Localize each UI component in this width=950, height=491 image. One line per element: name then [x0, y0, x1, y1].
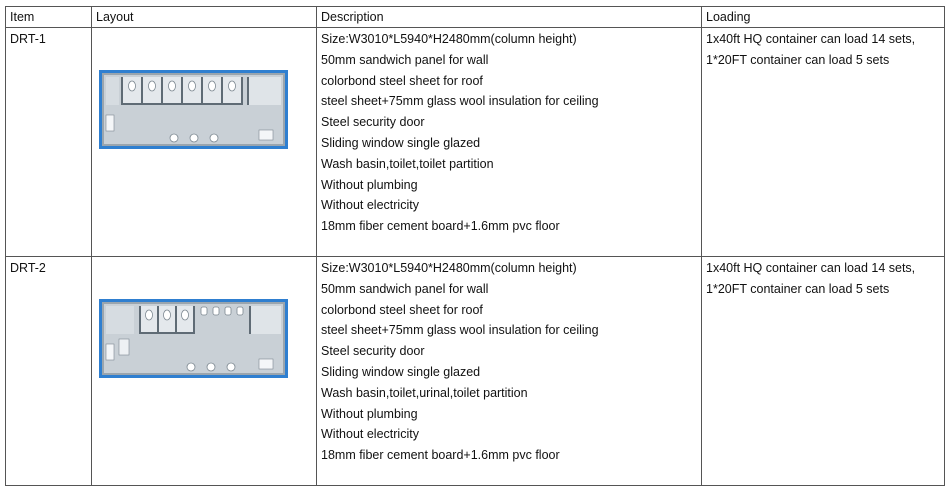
layout-cell [92, 257, 317, 486]
container-floor-plan-image [99, 299, 288, 378]
description-line: Size:W3010*L5940*H2480mm(column height) [321, 261, 577, 275]
table-row [6, 28, 945, 257]
spec-table [5, 6, 945, 486]
description-line: Without plumbing [321, 177, 418, 192]
description-line: Without electricity [321, 427, 419, 442]
description-line: Wash basin,toilet,toilet partition [321, 156, 494, 171]
layout-cell [92, 28, 317, 257]
item-cell [6, 28, 92, 257]
description-line: 18mm fiber cement board+1.6mm pvc floor [321, 448, 560, 463]
description-line: 18mm fiber cement board+1.6mm pvc floor [321, 219, 560, 234]
header-row [6, 7, 945, 28]
header-layout: Layout [92, 7, 317, 28]
description-line: colorbond steel sheet for roof [321, 73, 483, 88]
header-item: Item [6, 7, 92, 28]
description-line: Without plumbing [321, 406, 418, 421]
item-cell [6, 257, 92, 486]
description-line: steel sheet+75mm glass wool insulation for ceiling [321, 94, 599, 109]
description-line: Steel security door [321, 344, 425, 359]
loading-line: 1*20FT container can load 5 sets [706, 52, 890, 67]
description-line: Sliding window single glazed [321, 364, 481, 379]
item-code: DRT-2 [10, 261, 46, 275]
item-code: DRT-1 [10, 32, 46, 46]
loading-cell [702, 257, 945, 486]
loading-cell [702, 28, 945, 257]
description-line: Without electricity [321, 198, 419, 213]
description-line: 50mm sandwich panel for wall [321, 52, 489, 67]
description-cell [317, 28, 702, 257]
description-line: Sliding window single glazed [321, 135, 481, 150]
description-line: 50mm sandwich panel for wall [321, 281, 489, 296]
description-line: colorbond steel sheet for roof [321, 302, 483, 317]
loading-line: 1x40ft HQ container can load 14 sets, [706, 32, 916, 46]
description-cell [317, 257, 702, 486]
table-row [6, 257, 945, 486]
loading-line: 1x40ft HQ container can load 14 sets, [706, 261, 916, 275]
header-loading: Loading [702, 7, 945, 28]
description-line: Steel security door [321, 115, 425, 130]
description-line: Size:W3010*L5940*H2480mm(column height) [321, 32, 577, 46]
description-line: steel sheet+75mm glass wool insulation for ceiling [321, 323, 599, 338]
description-line: Wash basin,toilet,urinal,toilet partition [321, 385, 528, 400]
loading-line: 1*20FT container can load 5 sets [706, 281, 890, 296]
container-floor-plan-image [99, 70, 288, 149]
header-description: Description [317, 7, 702, 28]
